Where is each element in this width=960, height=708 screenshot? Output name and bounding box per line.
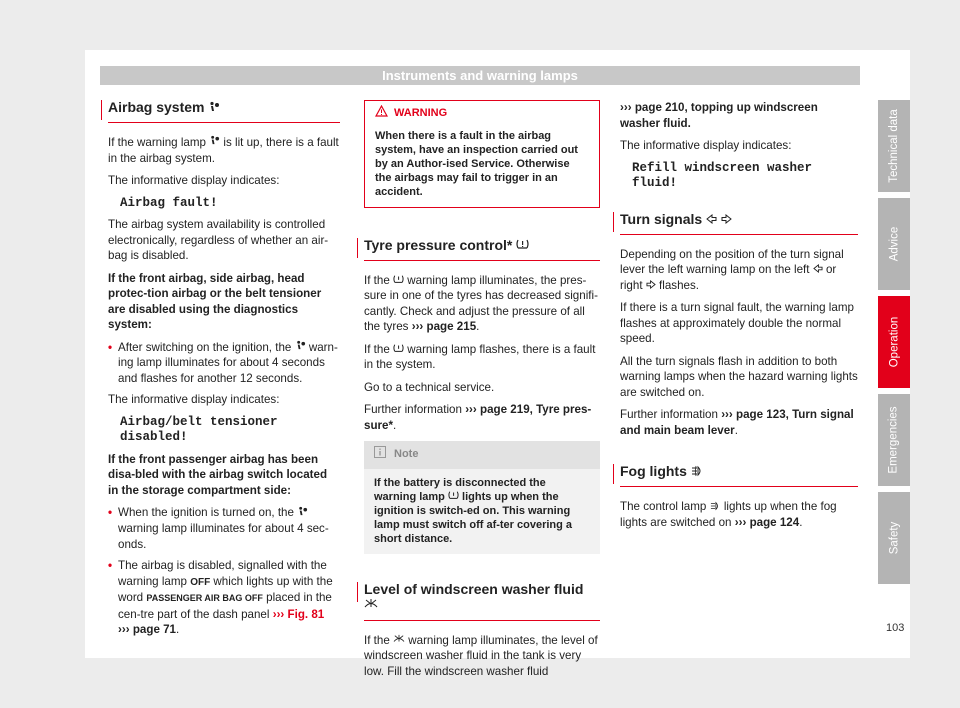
fog-light-icon (710, 500, 721, 516)
section-heading-fog-lights: Fog lights (620, 464, 858, 487)
tab-operation[interactable]: Operation (878, 296, 910, 388)
passenger-airbag-off-label: PASSENGER AIR BAG OFF (146, 593, 263, 604)
airbag-icon (209, 135, 220, 151)
tyre-pressure-icon (516, 238, 529, 254)
tab-technical-data[interactable]: Technical data (878, 100, 910, 192)
list-item: • When the ignition is turned on, the warning lamp illuminates for about 4 sec-onds. (108, 505, 340, 552)
warning-triangle-icon (375, 105, 388, 123)
airbag-icon (297, 506, 308, 522)
tyre-pressure-icon (448, 490, 459, 504)
airbag-icon (295, 340, 306, 356)
display-message: Refill windscreen washer fluid! (632, 160, 813, 190)
tab-safety[interactable]: Safety (878, 492, 910, 584)
page-link[interactable]: page 210, topping up windscreen washer fluid (620, 101, 818, 130)
page-number: 103 (886, 622, 905, 634)
section-heading-tyre: Tyre pressure control* (364, 238, 600, 261)
list-item: • After switching on the ignition, the warn-ing lamp illuminates for about 4 seconds and flashes for another 12 seconds. (108, 340, 340, 387)
tab-advice[interactable]: Advice (878, 198, 910, 290)
turn-left-icon (706, 212, 717, 228)
page-link[interactable]: page 219, Tyre pres-sure* (364, 403, 592, 432)
section-heading-airbag: Airbag system (108, 100, 340, 123)
turn-left-icon (813, 262, 823, 278)
list-item: • The airbag is disabled, signalled with the warning lamp OFF which lights up with the word PASSENGER AIR BAG OFF placed in the cen-tre part of the dash panel ››› Fig. 81 ››› page 71. (108, 558, 340, 638)
washer-fluid-icon (393, 633, 405, 649)
page-link[interactable]: page 215 (426, 320, 477, 334)
info-icon (374, 446, 386, 464)
turn-right-icon (646, 278, 656, 294)
airbag-icon (208, 101, 220, 117)
section-heading-turn-signals: Turn signals (620, 212, 858, 235)
note-box: Note If the battery is disconnected the warning lamp lights up when the ignition is switch-ed on. This warning lamp must switch off af-ter covering a short distance. (364, 441, 600, 554)
page-link[interactable]: page 123, Turn signal and main beam lever (620, 408, 854, 437)
figure-link[interactable]: Fig. 81 (287, 607, 325, 621)
column-2: WARNING When there is a fault in the airbag system, have an inspection carried out by an Author-ised Service. Otherwise the airbags may fail to trigger in an accident. Tyre pressure control* If the warning lamp illuminates, the pres-sure in one of the tyres has decreased signifi-cantly. Check and adjust the pressure of all the tyres ››› page 215. If the warning lamp flashes, there is a fault in the system. Go to a technical service. Further information ››› page 219, Tyre pres-sure*. Note If the battery is disconnected the warning lamp lights up when the ignition is switch-ed on. This warning lamp must switch off af-ter covering a short distance. Level of windscreen washer fluid If the warning lamp illuminates, the level of windscreen washer fluid in the tank is very low. Fill the windscreen washer fluid (364, 100, 600, 686)
warning-box: WARNING When there is a fault in the airbag system, have an inspection carried out by an Author-ised Service. Otherwise the airbags may fail to trigger in an accident. (364, 100, 600, 208)
tyre-pressure-icon (393, 342, 404, 358)
page-link[interactable]: page 124 (749, 516, 800, 530)
fog-light-icon (691, 465, 704, 481)
column-1: Airbag system If the warning lamp is lit up, there is a fault in the airbag system. The informative display indicates: Airbag fault! The airbag system availability is controlled electronically, regardless of whether an air-bag is disabled. If the front airbag, side airbag, head protec-tion airbag or the belt tensioner are disabled using the diagnostics system: • After switching on the ignition, the warn-ing lamp illuminates for about 4 seconds and flashes for another 12 seconds. The informative display indicates: Airbag/belt tensioner disabled! If the front passenger airbag has been disa-bled with the airbag switch located in the storage compartment side: • When the ignition is turned on, the warning lamp illuminates for about 4 sec-onds. • The airbag is disabled, signalled with the warning lamp OFF which lights up with the word PASSENGER AIR BAG OFF placed in the cen-tre part of the dash panel ››› Fig. 81 ››› page 71. (108, 100, 340, 644)
section-heading-washer: Level of windscreen washer fluid (364, 582, 600, 621)
turn-right-icon (721, 212, 732, 228)
page-link[interactable]: page 71 (132, 623, 177, 637)
column-3: ››› page 210, topping up windscreen washer fluid. The informative display indicates: Refill windscreen washer fluid! Turn signals Depending on the position of the turn signal lever the left warning lamp on the left or right flashes. If there is a turn signal fault, the warning lamp flashes at approximately double the normal speed. All the turn signals flash in addition to both warning lamps when the hazard warning lights are switched on. Further information ››› page 123, Turn signal and main beam lever. Fog lights The control lamp lights up when the fog lights are switched on ››› page 124. (620, 101, 858, 530)
display-message: Airbag/belt tensioner disabled! (120, 414, 278, 445)
tab-emergencies[interactable]: Emergencies (878, 394, 910, 486)
tyre-pressure-icon (393, 273, 404, 289)
off-label-icon: OFF (190, 576, 211, 588)
page-header: Instruments and warning lamps (100, 66, 860, 85)
washer-fluid-icon (364, 598, 378, 614)
display-message: Airbag fault! (120, 195, 218, 210)
